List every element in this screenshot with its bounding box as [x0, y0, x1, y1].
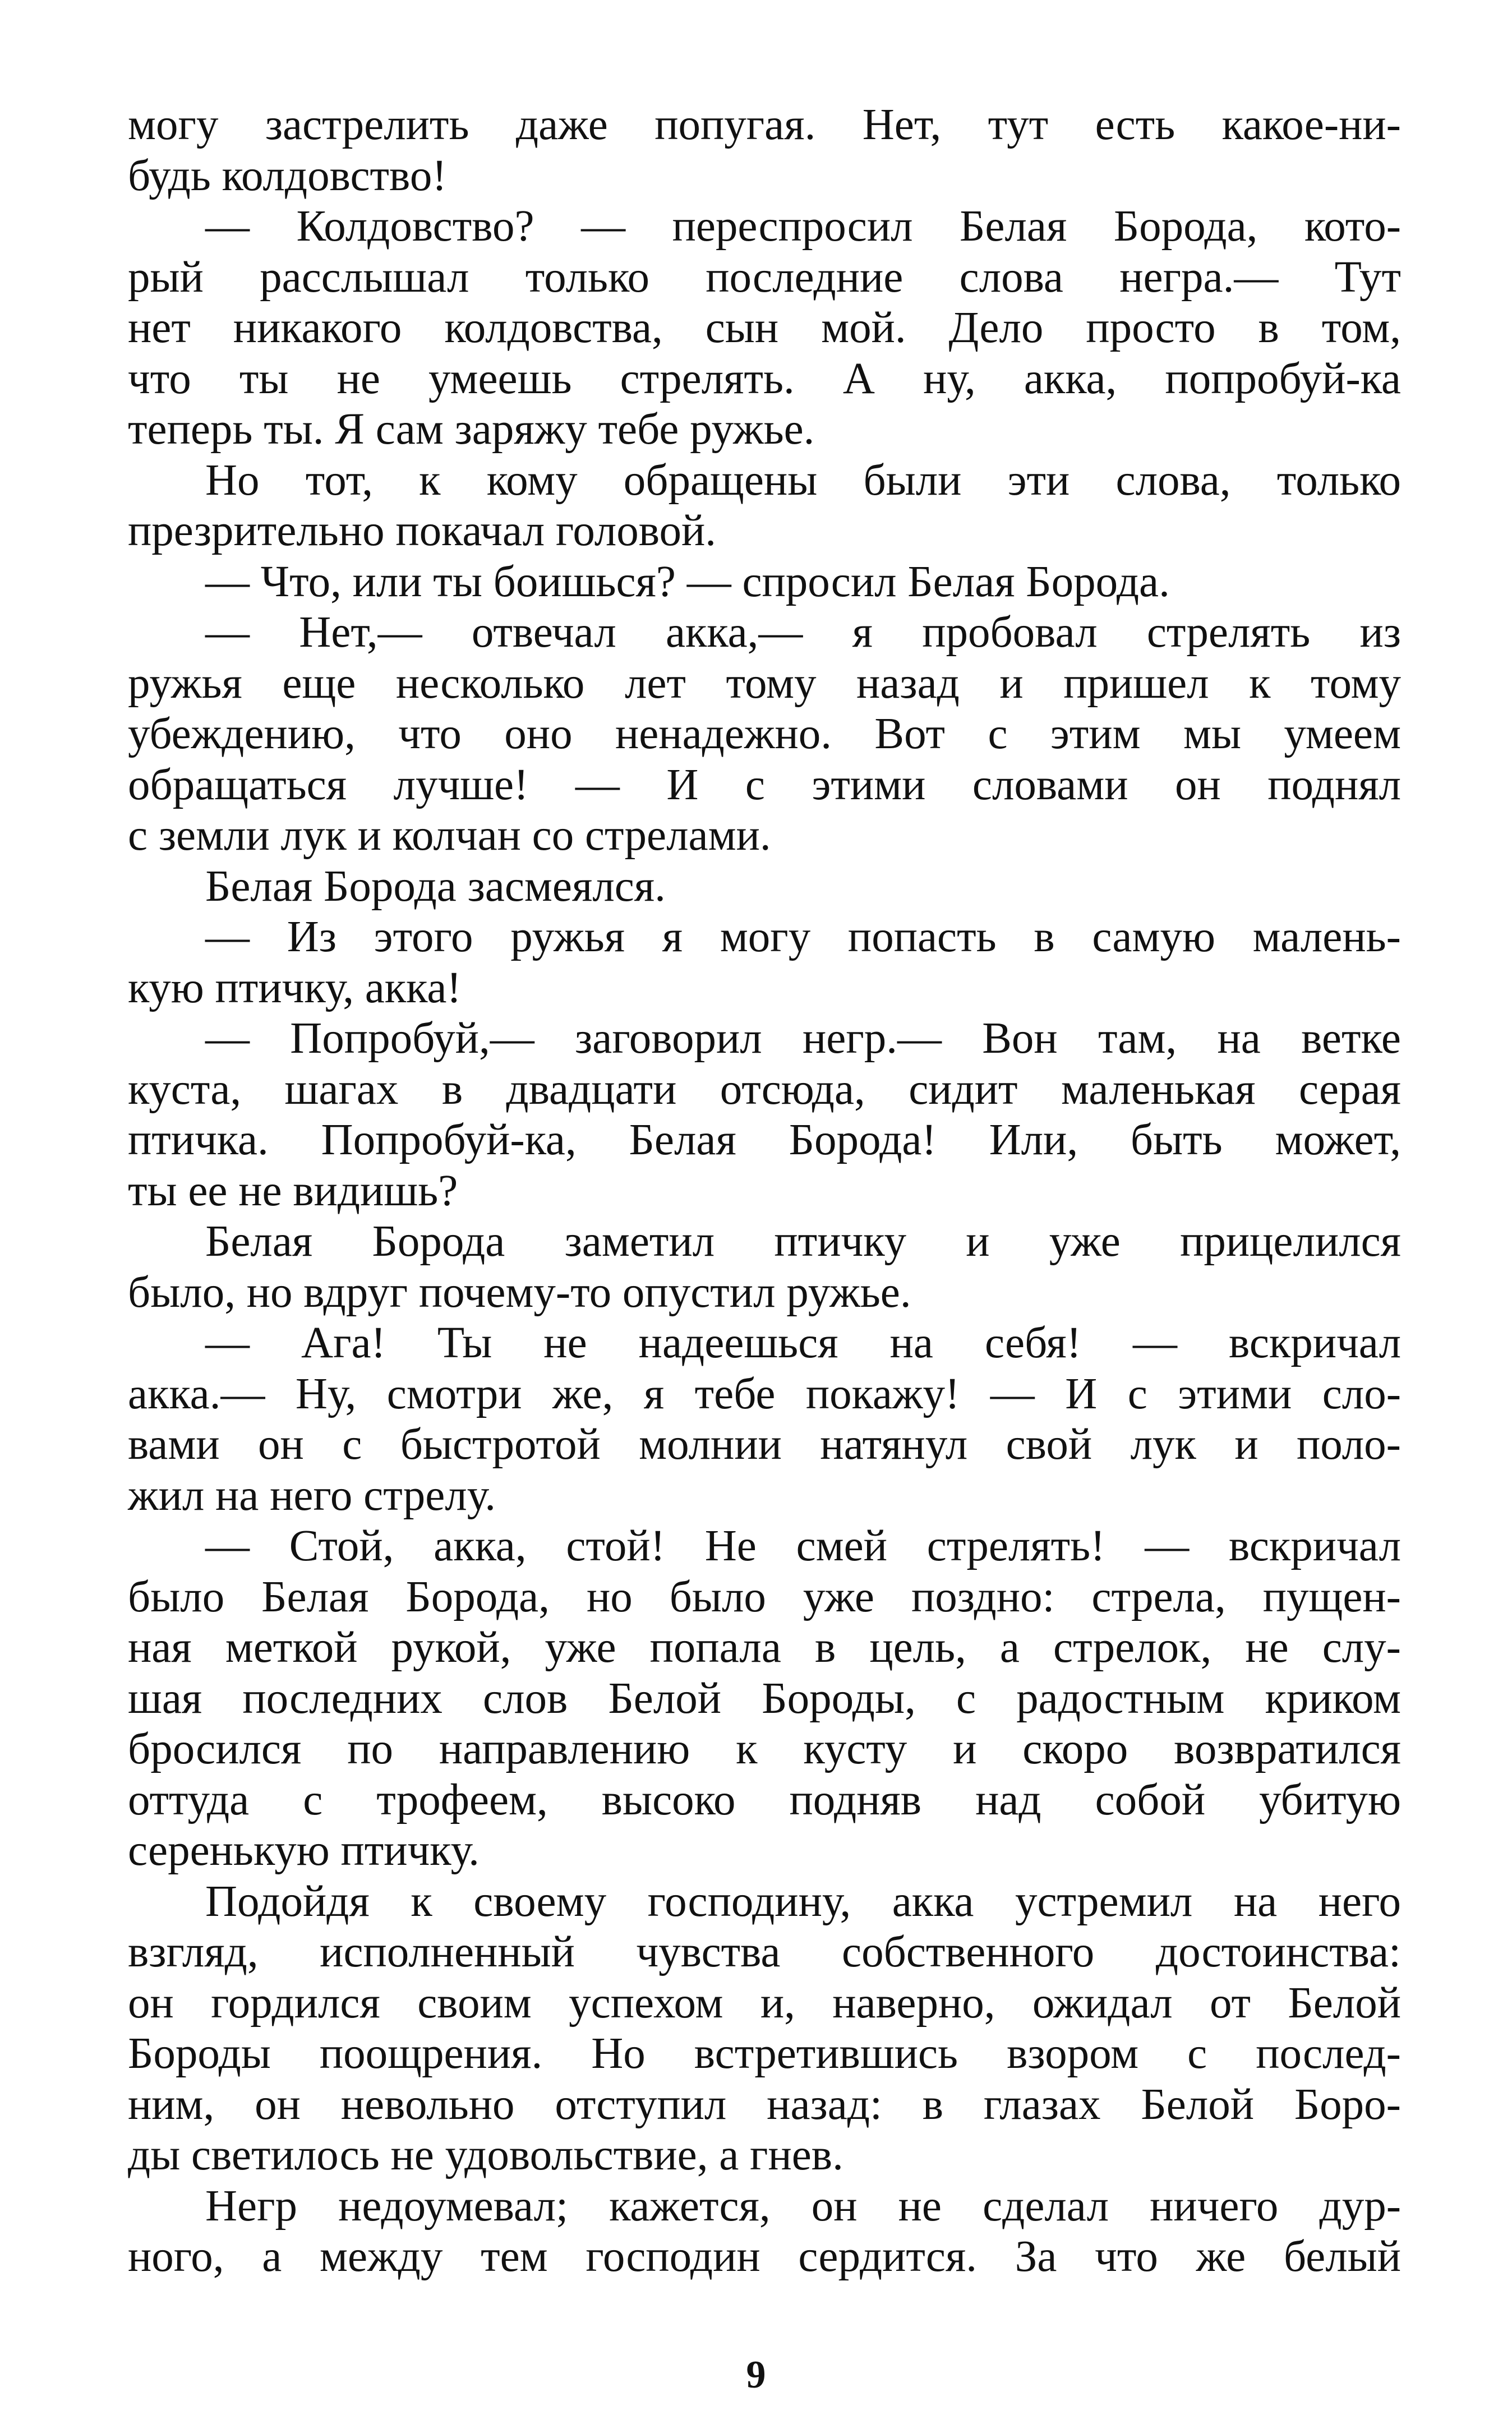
- text-line: Белая Борода засмеялся.: [205, 861, 666, 911]
- text-line: — Нет,— отвечал акка,— я пробовал стрелять из: [205, 608, 1401, 657]
- text-line: вами он с быстротой молнии натянул свой лук и поло-: [128, 1420, 1401, 1469]
- text-line: птичка. Попробуй-ка, Белая Борода! Или, быть может,: [128, 1116, 1401, 1164]
- page-text-block: [128, 100, 1401, 2283]
- text-line: — Колдовство? — переспросил Белая Борода, кото-: [205, 202, 1401, 251]
- text-line: будь колдовство!: [128, 151, 447, 200]
- text-line: — Ага! Ты не надеешься на себя! — вскричал: [205, 1319, 1401, 1367]
- text-line: серенькую птичку.: [128, 1826, 480, 1875]
- text-line: было, но вдруг почему-то опустил ружье.: [128, 1268, 911, 1317]
- text-line: ная меткой рукой, уже попала в цель, а стрелок, не слу-: [128, 1623, 1401, 1672]
- text-line: Белая Борода заметил птичку и уже прицелился: [205, 1217, 1401, 1266]
- page-number: 9: [746, 2353, 766, 2397]
- text-line: бросился по направлению к кусту и скоро возвратился: [128, 1725, 1401, 1773]
- text-line: кую птичку, акка!: [128, 963, 462, 1012]
- text-line: Негр недоумевал; кажется, он не сделал ничего дур-: [205, 2181, 1401, 2231]
- text-line: презрительно покачал головой.: [128, 506, 716, 555]
- text-line: ды светилось не удовольствие, а гнев.: [128, 2131, 843, 2179]
- text-line: было Белая Борода, но было уже поздно: стрела, пущен-: [128, 1572, 1401, 1621]
- text-line: ним, он невольно отступил назад: в глазах Белой Боро-: [128, 2080, 1401, 2129]
- text-line: оттуда с трофеем, высоко подняв над собой убитую: [128, 1775, 1401, 1824]
- text-line: Бороды поощрения. Но встретившись взором с послед-: [128, 2029, 1401, 2078]
- text-line: акка.— Ну, смотри же, я тебе покажу! — И с этими сло-: [128, 1369, 1401, 1418]
- text-line: обращаться лучше! — И с этими словами он поднял: [128, 760, 1401, 809]
- text-line: куста, шагах в двадцати отсюда, сидит маленькая серая: [128, 1065, 1401, 1114]
- text-line: убеждению, что оно ненадежно. Вот с этим мы умеем: [128, 709, 1401, 758]
- text-line: нет никакого колдовства, сын мой. Дело просто в том,: [128, 303, 1401, 352]
- text-line: что ты не умеешь стрелять. А ну, акка, попробуй-ка: [128, 354, 1401, 403]
- text-line: ного, а между тем господин сердится. За что же белый: [128, 2232, 1401, 2281]
- text-line: Но тот, к кому обращены были эти слова, только: [205, 455, 1401, 505]
- text-line: Подойдя к своему господину, акка устремил на него: [205, 1877, 1401, 1926]
- text-line: ты ее не видишь?: [128, 1166, 458, 1215]
- text-line: с земли лук и колчан со стрелами.: [128, 811, 771, 860]
- text-line: ружья еще несколько лет тому назад и пришел к тому: [128, 658, 1401, 708]
- text-line: жил на него стрелу.: [128, 1471, 496, 1520]
- text-line: — Попробуй,— заговорил негр.— Вон там, на ветке: [205, 1014, 1401, 1063]
- text-line: он гордился своим успехом и, наверно, ожидал от Белой: [128, 1978, 1401, 2028]
- text-line: могу застрелить даже попугая. Нет, тут есть какое-ни-: [128, 100, 1401, 149]
- text-line: — Что, или ты боишься? — спросил Белая Борода.: [205, 557, 1170, 606]
- text-line: теперь ты. Я сам заряжу тебе ружье.: [128, 405, 815, 454]
- text-line: шая последних слов Белой Бороды, с радостным криком: [128, 1674, 1401, 1723]
- text-line: взгляд, исполненный чувства собственного достоинства:: [128, 1928, 1401, 1976]
- text-line: — Из этого ружья я могу попасть в самую малень-: [205, 913, 1401, 961]
- text-line: — Стой, акка, стой! Не смей стрелять! — вскричал: [205, 1522, 1401, 1570]
- text-line: рый расслышал только последние слова негра.— Тут: [128, 252, 1401, 302]
